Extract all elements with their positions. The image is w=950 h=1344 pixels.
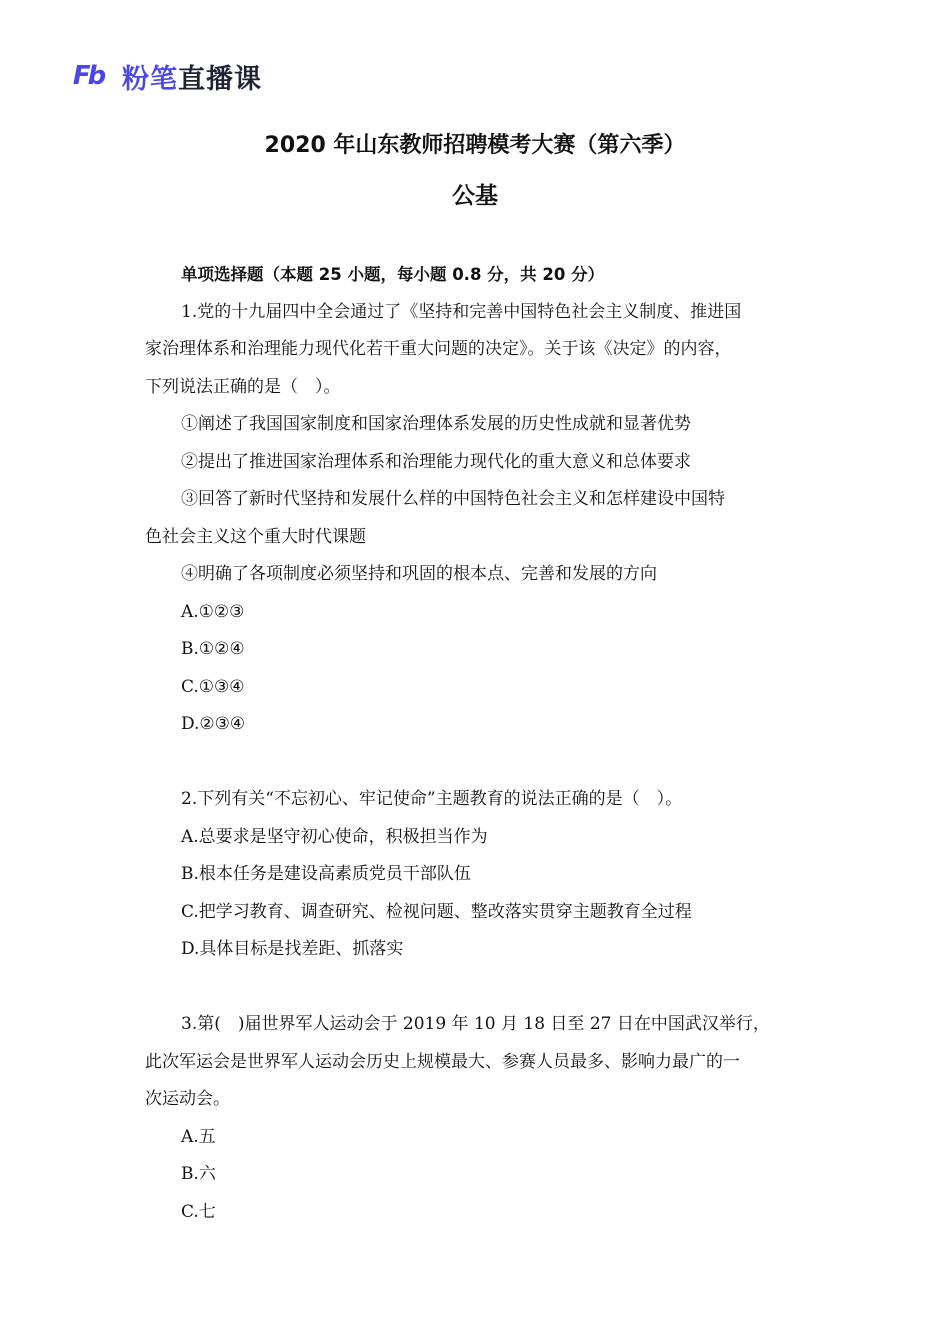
option-b: B.①②④ [181, 639, 245, 659]
spacer [145, 969, 810, 1007]
option-c: C.①③④ [181, 676, 245, 697]
question-3 [145, 1006, 810, 1231]
statement-2: ②提出了推进国家治理体系和治理能力现代化的重大意义和总体要求 [181, 451, 691, 472]
question-stem-line: 下列说法正确的是（ ）。 [145, 376, 341, 397]
document-title: 2020 年山东教师招聘模考大赛（第六季） [264, 133, 686, 158]
question-stem-line: 1.党的十九届四中全会通过了《坚持和完善中国特色社会主义制度、推进国 [181, 301, 742, 322]
option-b: B.六 [181, 1164, 216, 1184]
question-stem-line: 2.下列有关“不忘初心、牢记使命”主题教育的说法正确的是（ ）。 [181, 789, 683, 809]
question-1 [145, 294, 810, 744]
statement-3: ③回答了新时代坚持和发展什么样的中国特色社会主义和怎样建设中国特 [181, 489, 725, 509]
option-a: A.总要求是坚守初心使命，积极担当作为 [181, 826, 488, 847]
option-b: B.根本任务是建设高素质党员干部队伍 [181, 864, 471, 884]
fb-logo-icon: Fb [72, 61, 104, 91]
question-stem-line: 此次军运会是世界军人运动会历史上规模最大、参赛人员最多、影响力最广的一 [145, 1051, 740, 1072]
spacer [145, 744, 810, 782]
logo-product-text: 直播课 [178, 63, 262, 95]
brand-logo [66, 58, 262, 94]
option-d: D.②③④ [181, 714, 246, 734]
question-stem-line: 家治理体系和治理能力现代化若干重大问题的决定》。关于该《决定》的内容， [145, 339, 732, 359]
logo-brand-text: 粉笔 [122, 63, 178, 95]
question-2 [145, 781, 810, 969]
option-c: C.把学习教育、调查研究、检视问题、整改落实贯穿主题教育全过程 [181, 901, 692, 922]
statement-1: ①阐述了我国国家制度和国家治理体系发展的历史性成就和显著优势 [181, 414, 691, 434]
statement-3-cont: 色社会主义这个重大时代课题 [145, 526, 366, 547]
question-stem-line: 3.第( )届世界军人运动会于 2019 年 10 月 18 日至 27 日在中国武汉举行， [181, 1014, 770, 1034]
document-subtitle: 公基 [452, 183, 498, 209]
option-a: A.五 [181, 1126, 216, 1147]
option-c: C.七 [181, 1201, 216, 1222]
document-body [145, 256, 810, 1231]
question-stem-line: 次运动会。 [145, 1089, 230, 1109]
statement-4: ④明确了各项制度必须坚持和巩固的根本点、完善和发展的方向 [181, 564, 657, 584]
option-a: A.①②③ [181, 601, 245, 622]
logo-wordmark [122, 57, 262, 96]
section-heading: 单项选择题（本题 25 小题，每小题 0.8 分，共 20 分） [181, 265, 605, 284]
option-d: D.具体目标是找差距、抓落实 [181, 939, 404, 959]
